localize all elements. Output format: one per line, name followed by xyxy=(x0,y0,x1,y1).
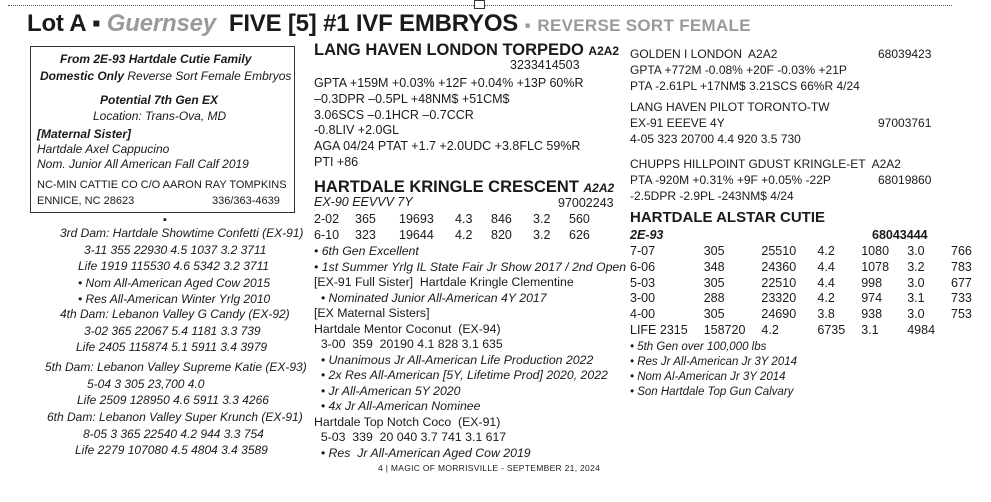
dam-sire-line: -2.5DPR -2.9PL -243NM$ 4/24 xyxy=(630,189,794,203)
note-line: 5-03 339 20 040 3.7 741 3.1 617 xyxy=(314,430,507,444)
note-line: • 1st Summer Yrlg IL State Fair Jr Show 2017 / 2nd Open xyxy=(314,259,627,274)
record-cell: 158720 xyxy=(703,322,746,337)
record-row xyxy=(314,228,609,244)
record-cell: 626 xyxy=(569,227,590,242)
dam-sire-code: A2A2 xyxy=(871,157,901,171)
record-cell: 4.2 xyxy=(761,322,779,337)
record-cell: 766 xyxy=(951,244,972,258)
sire-proofs xyxy=(314,76,584,171)
sire-line: -0.8LIV +2.0GL xyxy=(314,123,400,138)
record-cell: 3.2 xyxy=(533,227,551,242)
top-rule-marker xyxy=(474,0,485,9)
record-cell: 1080 xyxy=(861,244,890,258)
dam-life: Life 2279 107080 4.5 4804 3.4 3589 xyxy=(75,443,268,458)
sires-sire-name xyxy=(630,47,777,61)
header-separator: ▪ xyxy=(524,16,531,35)
consignor-phone: 336/363-4639 xyxy=(212,195,280,207)
note-line: • Nominated Junior All-American 4Y 2017 xyxy=(314,290,547,305)
note-line: • Jr All-American 5Y 2020 xyxy=(314,383,461,398)
dam-code: A2A2 xyxy=(583,181,615,195)
note-line: • Res Jr All-American Jr 3Y 2014 xyxy=(630,356,798,368)
dam-record: 3-11 355 22930 4.5 1037 3.2 3711 xyxy=(84,242,267,257)
dam-reg: 97002243 xyxy=(558,196,614,210)
record-cell: 25510 xyxy=(761,244,797,258)
dam-record: 8-05 3 365 22540 4.2 944 3.3 754 xyxy=(83,426,264,441)
record-cell: 3.0 xyxy=(907,307,925,322)
record-row xyxy=(630,307,991,323)
record-cell: 4-00 xyxy=(630,307,656,322)
record-cell: 998 xyxy=(861,275,883,290)
record-row xyxy=(630,291,991,307)
granddam-class: 2E-93 xyxy=(630,228,664,242)
info-box xyxy=(30,46,295,213)
note-line: • 4x Jr All-American Nominee xyxy=(314,399,481,413)
dam-records-body xyxy=(314,212,609,244)
record-cell: 4.2 xyxy=(455,227,473,242)
granddam-notes xyxy=(630,340,797,400)
dam-4 xyxy=(60,306,290,356)
record-cell: 19693 xyxy=(399,212,434,226)
sire-line: GPTA +159M +0.03% +12F +0.04% +13P 60%R xyxy=(314,76,584,90)
consignor: NC-MIN CATTIE CO C/O AARON RAY TOMPKINS xyxy=(37,179,287,191)
record-cell: 3.2 xyxy=(533,212,551,226)
record-cell: 753 xyxy=(951,307,972,322)
record-cell: 4.4 xyxy=(817,259,835,274)
sister-name: Hartdale Axel Cappucino xyxy=(37,142,170,156)
record-cell: 6-06 xyxy=(630,259,656,274)
sires-sire-code: A2A2 xyxy=(748,47,778,61)
record-cell: 4.2 xyxy=(817,291,835,306)
dam-award: • Nom All-American Aged Cow 2015 xyxy=(78,275,271,290)
record-cell: 3.2 xyxy=(907,259,925,274)
record-cell: 3.1 xyxy=(861,322,879,337)
sire-name-text: LANG HAVEN LONDON TORPEDO xyxy=(314,41,584,59)
potential-line: Potential 7th Gen EX xyxy=(100,93,219,107)
dam-sire-line: PTA -920M +0.31% +9F +0.05% -22P xyxy=(630,173,831,187)
sires-sire-line: GPTA +772M -0.08% +20F -0.03% +21P xyxy=(630,63,847,77)
record-cell: 23320 xyxy=(761,291,797,306)
note-line: • Nom Al-American Jr 3Y 2014 xyxy=(630,371,786,383)
record-cell: 3.0 xyxy=(907,244,925,258)
record-cell: 938 xyxy=(861,307,883,322)
record-cell: 7-07 xyxy=(630,244,656,258)
note-line: [EX Maternal Sisters] xyxy=(314,306,430,320)
record-row xyxy=(630,244,991,260)
note-line: [EX-91 Full Sister] Hartdale Kringle Clementine xyxy=(314,275,574,289)
note-line: • Unanimous Jr All-American Life Production 2022 xyxy=(314,352,594,367)
record-cell: 1078 xyxy=(861,259,890,274)
sires-sire-name-text: GOLDEN I LONDON xyxy=(630,47,743,61)
header-bullet: ▪ xyxy=(92,10,101,37)
dam-life: Life 2509 128950 4.6 5911 3.3 4266 xyxy=(77,393,269,408)
sires-sire-line: PTA -2.61PL +17NM$ 3.21SCS 66%R 4/24 xyxy=(630,79,860,93)
record-cell: 3.1 xyxy=(907,291,925,306)
record-row xyxy=(630,260,991,276)
note-line: Hartdale Top Notch Coco (EX-91) xyxy=(314,414,501,429)
dam-record: 5-04 3 305 23,700 4.0 xyxy=(87,376,205,391)
sister-note: Nom. Junior All American Fall Calf 2019 xyxy=(37,157,249,171)
dam-life: Life 1919 115530 4.6 5342 3.2 3711 xyxy=(78,259,270,274)
record-cell: 733 xyxy=(951,291,972,306)
record-cell: 4.2 xyxy=(817,244,835,258)
lot-header xyxy=(27,10,751,38)
record-cell: 348 xyxy=(703,259,725,274)
record-cell: 974 xyxy=(861,291,883,306)
dam-name-text: HARTDALE KRINGLE CRESCENT xyxy=(314,178,579,196)
domestic-label: Domestic Only xyxy=(40,69,125,83)
consignor-city: ENNICE, NC 28623 xyxy=(37,195,135,207)
granddam-records xyxy=(630,244,991,339)
note-line: • 6th Gen Excellent xyxy=(314,244,419,258)
sire-code: A2A2 xyxy=(588,44,620,58)
lot-label: Lot A xyxy=(27,10,86,37)
dam-records xyxy=(314,212,609,244)
record-cell: 24690 xyxy=(761,307,797,322)
record-row xyxy=(314,212,609,228)
sire-line: 3.06SCS –0.1HCR –0.7CCR xyxy=(314,107,474,122)
record-cell: 305 xyxy=(703,307,725,322)
dam-title: 6th Dam: Lebanon Valley Super Krunch (EX-91) xyxy=(47,410,303,424)
maternal-heading: [Maternal Sister] xyxy=(37,127,132,141)
mgs-name: LANG HAVEN PILOT TORONTO-TW xyxy=(630,100,830,114)
dam-title: 5th Dam: Lebanon Valley Supreme Katie (EX-93) xyxy=(45,360,307,374)
granddam-reg: 68043444 xyxy=(872,228,928,242)
family-line: From 2E-93 Hartdale Cutie Family xyxy=(60,52,252,66)
record-cell: LIFE 2315 xyxy=(630,322,688,337)
record-cell: 846 xyxy=(491,212,512,226)
record-cell: 19644 xyxy=(399,227,434,242)
dam-6 xyxy=(47,409,303,459)
record-cell: 4.4 xyxy=(817,275,835,290)
record-row xyxy=(630,323,991,339)
dam-5 xyxy=(45,359,307,409)
record-cell: 365 xyxy=(355,212,376,226)
page-footer: 4 | MAGIC OF MORRISVILLE - SEPTEMBER 21, 2024 xyxy=(378,463,601,473)
note-line: 3-00 359 20190 4.1 828 3.1 635 xyxy=(314,337,503,351)
record-cell: 323 xyxy=(355,227,376,242)
dam-life: Life 2405 115874 5.1 5911 3.4 3979 xyxy=(76,340,268,355)
record-row xyxy=(630,276,991,292)
record-cell xyxy=(951,323,991,339)
note-line: • Res Jr All-American Aged Cow 2019 xyxy=(314,445,531,460)
dam-3 xyxy=(60,225,303,308)
record-cell: 3.0 xyxy=(907,275,925,290)
record-cell: 6735 xyxy=(817,322,846,337)
record-cell: 677 xyxy=(951,275,972,290)
record-cell: 3.8 xyxy=(817,307,835,322)
lot-title: FIVE [5] #1 IVF EMBRYOS xyxy=(228,10,519,37)
record-cell: 288 xyxy=(703,291,725,306)
record-cell: 305 xyxy=(703,275,725,290)
sire-line: AGA 04/24 PTAT +1.7 +2.0UDC +3.8FLC 59%R xyxy=(314,139,581,154)
box-bullet-icon: ▪ xyxy=(163,214,167,226)
record-cell: 5-03 xyxy=(630,275,656,290)
record-cell: 560 xyxy=(569,212,590,226)
breed-label: Guernsey xyxy=(106,10,216,37)
dam-sire-name xyxy=(630,157,901,171)
record-cell: 3-00 xyxy=(630,291,656,306)
mgs-reg: 97003761 xyxy=(878,116,932,130)
dam-title: 4th Dam: Lebanon Valley G Candy (EX-92) xyxy=(60,307,290,321)
record-cell: 783 xyxy=(951,259,972,274)
dam-award: • Res All-American Winter Yrlg 2010 xyxy=(78,292,271,307)
sire-line: –0.3DPR –0.5PL +48NM$ +51CM$ xyxy=(314,91,510,106)
record-cell: 820 xyxy=(491,227,512,242)
lot-subtitle: REVERSE SORT FEMALE xyxy=(537,16,751,35)
domestic-line xyxy=(40,69,291,83)
note-line: Hartdale Mentor Coconut (EX-94) xyxy=(314,321,501,336)
sires-sire-reg: 68039423 xyxy=(878,47,932,61)
sire-reg: 3233414503 xyxy=(510,58,580,72)
location-line: Location: Trans-Ova, MD xyxy=(93,109,227,123)
sire-line: PTI +86 xyxy=(314,154,359,169)
dam-sire-reg: 68019860 xyxy=(878,173,932,187)
record-cell: 305 xyxy=(703,244,725,258)
record-cell: 4.3 xyxy=(455,212,473,226)
granddam-records-body xyxy=(630,244,991,339)
granddam-name: HARTDALE ALSTAR CUTIE xyxy=(630,209,825,226)
domestic-desc: Reverse Sort Female Embryos xyxy=(127,69,292,83)
record-cell: 2-02 xyxy=(314,212,340,226)
dam-classification: EX-90 EEVVV 7Y xyxy=(314,195,413,209)
record-cell: 22510 xyxy=(761,275,797,290)
mgs-record: 4-05 323 20700 4.4 920 3.5 730 xyxy=(630,132,801,146)
record-cell: 4984 xyxy=(907,322,936,337)
dam-title: 3rd Dam: Hartdale Showtime Confetti (EX-91) xyxy=(60,226,304,240)
note-line: • Son Hartdale Top Gun Calvary xyxy=(630,386,794,398)
record-cell: 6-10 xyxy=(314,227,340,242)
note-line: • 2x Res All-American [5Y, Lifetime Prod] 2020, 2022 xyxy=(314,368,608,382)
dam-notes xyxy=(314,244,626,461)
dam-sire-name-text: CHUPPS HILLPOINT GDUST KRINGLE-ET xyxy=(630,157,866,171)
mgs-class: EX-91 EEEVE 4Y xyxy=(630,116,725,130)
record-cell: 24360 xyxy=(761,259,797,274)
dam-record: 3-02 365 22067 5.4 1181 3.3 739 xyxy=(84,323,261,338)
note-line: • 5th Gen over 100,000 lbs xyxy=(630,341,767,353)
